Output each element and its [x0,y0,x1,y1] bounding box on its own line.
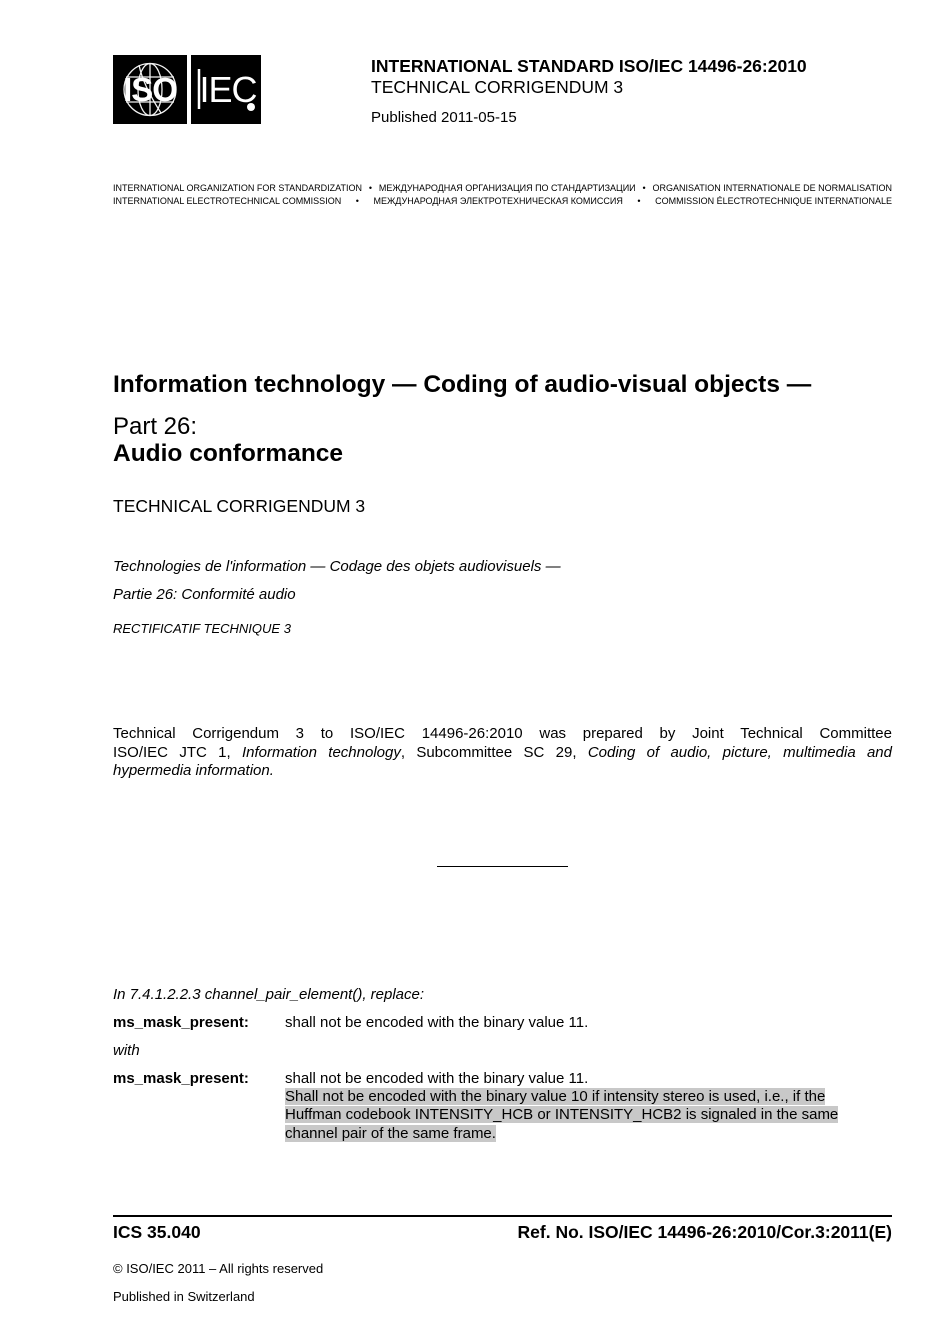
bullet-separator: • [368,183,372,193]
intro-line-2 [113,744,892,763]
organizations-row-2 [113,196,892,206]
intro-committee-name: Information technology [241,743,401,761]
added-text-line-1: Shall not be encoded with the binary value 10 if intensity stereo is used, i.e., if the [285,1088,826,1105]
added-text-line-2: Huffman codebook INTENSITY_HCB or INTENSITY_HCB2 is signaled in the same [285,1106,839,1124]
french-title-line-1: Technologies de l'information — Codage des objets audiovisuels — [113,558,561,575]
added-text-line-3: channel pair of the same frame. [285,1124,496,1142]
intro-text: , Subcommittee SC 29, [400,743,588,761]
standard-subtitle: TECHNICAL CORRIGENDUM 3 [371,77,624,97]
bullet-separator: • [355,196,359,206]
term-label-new: ms_mask_present: [113,1070,249,1087]
iec-logo-text: IEC [199,68,257,110]
organizations-row-1 [113,183,892,193]
separator-line [437,866,568,867]
intro-line-3 [113,762,892,781]
published-in: Published in Switzerland [113,1289,255,1304]
org-iec-ru: МЕЖДУНАРОДНАЯ ЭЛЕКТРОТЕХНИЧЕСКАЯ КОМИССИЯ [373,196,623,206]
intro-subcommittee-name: Coding of audio, picture, multimedia and [587,743,892,761]
term-definition: shall not be encoded with the binary value 11. [285,1014,589,1031]
org-iec-fr: COMMISSION ÉLECTROTECHNIQUE INTERNATIONALE [655,196,892,206]
org-iso-ru: МЕЖДУНАРОДНАЯ ОРГАНИЗАЦИЯ ПО СТАНДАРТИЗАЦИИ [378,183,636,193]
reference-number: Ref. No. ISO/IEC 14496-26:2010/Cor.3:2011(E) [517,1222,892,1242]
intro-text: ISO/IEC JTC 1, [113,743,242,761]
published-date: Published 2011-05-15 [371,109,517,126]
iso-iec-logo [113,55,261,124]
org-iso-fr: ORGANISATION INTERNATIONALE DE NORMALISATION [652,183,892,193]
org-iso-en: INTERNATIONAL ORGANIZATION FOR STANDARDIZATION [113,183,363,193]
copyright-notice: © ISO/IEC 2011 – All rights reserved [113,1261,324,1276]
iso-logo [113,55,187,124]
with-label: with [113,1042,140,1059]
document-title: Information technology — Coding of audio-visual objects — [113,371,812,398]
added-text-block [285,1088,885,1143]
french-corrigendum-label: RECTIFICATIF TECHNIQUE 3 [113,621,291,636]
iso-logo-text: ISO [123,70,177,108]
part-title: Audio conformance [113,440,344,467]
part-number: Part 26: [113,413,198,440]
intro-line-1: Technical Corrigendum 3 to ISO/IEC 14496-26:2010 was prepared by Joint Technical Committee [113,725,892,742]
term-definition-new: shall not be encoded with the binary value 11. [285,1070,589,1087]
ics-code: ICS 35.040 [113,1222,201,1242]
bullet-separator: • [642,183,646,193]
footer-rule [113,1215,892,1217]
french-title-line-2: Partie 26: Conformité audio [113,586,296,603]
standard-title: INTERNATIONAL STANDARD ISO/IEC 14496-26:2010 [371,56,807,76]
org-iec-en: INTERNATIONAL ELECTROTECHNICAL COMMISSION [113,196,342,206]
intro-paragraph [113,725,892,781]
term-label: ms_mask_present: [113,1014,249,1031]
replace-instruction: In 7.4.1.2.2.3 channel_pair_element(), replace: [113,986,425,1003]
bullet-separator: • [637,196,641,206]
intro-subcommittee-name-end: hypermedia information. [113,762,274,779]
corrigendum-label: TECHNICAL CORRIGENDUM 3 [113,496,366,516]
iec-logo [191,55,261,124]
